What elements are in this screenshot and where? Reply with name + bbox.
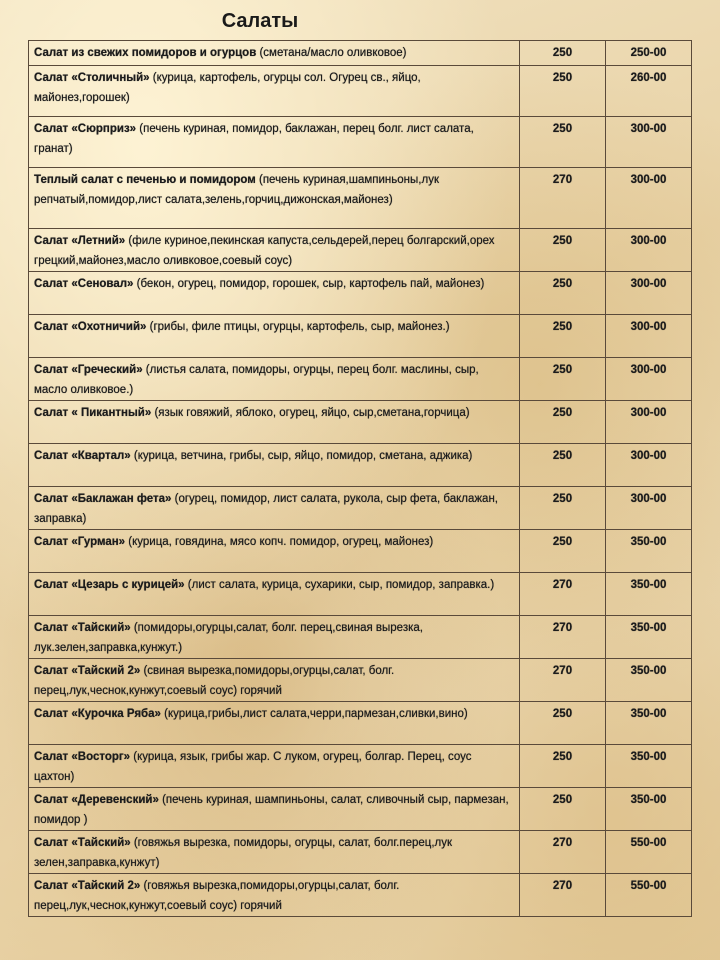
dish-cell xyxy=(29,117,520,168)
dish-name: Салат из свежих помидоров и огурцов xyxy=(34,47,257,59)
dish-description: (курица, язык, грибы жар. С луком, огурец, болгар. Перец, соус цахтон) xyxy=(34,751,472,783)
dish-weight: 250 xyxy=(520,530,606,573)
dish-price: 550-00 xyxy=(606,874,692,917)
dish-weight: 250 xyxy=(520,745,606,788)
dish-description: (печень куриная,шампиньоны,лук репчатый,помидор,лист салата,зелень,горчиц,дижонская,майонез) xyxy=(34,174,439,206)
menu-row xyxy=(29,573,692,616)
menu-row xyxy=(29,168,692,229)
dish-cell xyxy=(29,272,520,315)
dish-cell xyxy=(29,659,520,702)
dish-cell xyxy=(29,168,520,229)
dish-weight: 250 xyxy=(520,444,606,487)
dish-weight: 250 xyxy=(520,788,606,831)
dish-description: (огурец, помидор, лист салата, рукола, сыр фета, баклажан, заправка) xyxy=(34,493,498,525)
dish-description: (курица, ветчина, грибы, сыр, яйцо, помидор, сметана, аджика) xyxy=(130,450,473,462)
dish-description: (говяжья вырезка, помидоры, огурцы, салат, болг.перец,лук зелен,заправка,кунжут) xyxy=(34,837,453,869)
dish-cell xyxy=(29,315,520,358)
dish-name: Салат « Пикантный» xyxy=(34,407,152,419)
dish-description: (курица,грибы,лист салата,черри,пармезан,сливки,вино) xyxy=(160,708,468,720)
dish-cell xyxy=(29,788,520,831)
dish-cell xyxy=(29,444,520,487)
dish-description: (грибы, филе птицы, огурцы, картофель, сыр, майонез.) xyxy=(146,321,450,333)
dish-cell xyxy=(29,487,520,530)
dish-price: 350-00 xyxy=(606,530,692,573)
dish-price: 300-00 xyxy=(606,229,692,272)
dish-name: Салат «Деревенский» xyxy=(34,794,159,806)
dish-name: Салат «Греческий» xyxy=(34,364,143,376)
dish-description: (язык говяжий, яблоко, огурец, яйцо, сыр,сметана,горчица) xyxy=(151,407,470,419)
dish-price: 350-00 xyxy=(606,745,692,788)
salad-menu-table xyxy=(28,40,692,917)
dish-weight: 270 xyxy=(520,874,606,917)
menu-row xyxy=(29,229,692,272)
dish-weight: 250 xyxy=(520,315,606,358)
menu-row xyxy=(29,117,692,168)
dish-price: 300-00 xyxy=(606,358,692,401)
dish-price: 300-00 xyxy=(606,168,692,229)
dish-cell xyxy=(29,573,520,616)
dish-weight: 270 xyxy=(520,659,606,702)
menu-row xyxy=(29,831,692,874)
dish-price: 250-00 xyxy=(606,41,692,66)
menu-row xyxy=(29,745,692,788)
menu-row xyxy=(29,358,692,401)
dish-weight: 250 xyxy=(520,272,606,315)
dish-weight: 250 xyxy=(520,229,606,272)
dish-description: (печень куриная, шампиньоны, салат, сливочный сыр, пармезан, помидор ) xyxy=(34,794,509,826)
dish-weight: 270 xyxy=(520,831,606,874)
menu-row xyxy=(29,788,692,831)
dish-name: Салат «Тайский» xyxy=(34,837,131,849)
dish-price: 300-00 xyxy=(606,272,692,315)
menu-row xyxy=(29,616,692,659)
dish-price: 350-00 xyxy=(606,616,692,659)
dish-price: 300-00 xyxy=(606,315,692,358)
dish-name: Салат «Цезарь с курицей» xyxy=(34,579,185,591)
menu-row xyxy=(29,487,692,530)
menu-row xyxy=(29,702,692,745)
dish-name: Салат «Столичный» xyxy=(34,72,150,84)
menu-row xyxy=(29,874,692,917)
menu-row xyxy=(29,444,692,487)
dish-cell xyxy=(29,530,520,573)
dish-weight: 270 xyxy=(520,168,606,229)
dish-description: (помидоры,огурцы,салат, болг. перец,свиная вырезка, лук.зелен,заправка,кунжут.) xyxy=(34,622,423,654)
dish-price: 350-00 xyxy=(606,659,692,702)
dish-cell xyxy=(29,401,520,444)
dish-description: (говяжья вырезка,помидоры,огурцы,салат, болг. перец,лук,чеснок,кунжут,соевый соус) горячий xyxy=(34,880,400,912)
dish-cell xyxy=(29,745,520,788)
page-title: Салаты xyxy=(221,10,299,32)
dish-weight: 250 xyxy=(520,66,606,117)
dish-cell xyxy=(29,358,520,401)
dish-description: (печень куриная, помидор, баклажан, перец болг. лист салата, гранат) xyxy=(34,123,474,155)
dish-weight: 250 xyxy=(520,702,606,745)
dish-weight: 250 xyxy=(520,487,606,530)
dish-name: Салат «Восторг» xyxy=(34,751,131,763)
dish-cell xyxy=(29,229,520,272)
dish-name: Салат «Сюрприз» xyxy=(34,123,137,135)
dish-cell xyxy=(29,874,520,917)
menu-row xyxy=(29,66,692,117)
dish-description: (свиная вырезка,помидоры,огурцы,салат, болг. перец,лук,чеснок,кунжут,соевый соус) горячий xyxy=(34,665,395,697)
dish-price: 300-00 xyxy=(606,444,692,487)
dish-description: (сметана/масло оливковое) xyxy=(256,47,407,59)
dish-weight: 250 xyxy=(520,41,606,66)
dish-name: Салат «Курочка Ряба» xyxy=(34,708,161,720)
dish-cell xyxy=(29,66,520,117)
menu-row xyxy=(29,315,692,358)
menu-row xyxy=(29,659,692,702)
dish-price: 350-00 xyxy=(606,788,692,831)
dish-name: Салат «Тайский» xyxy=(34,622,131,634)
dish-price: 350-00 xyxy=(606,702,692,745)
menu-body xyxy=(29,41,692,917)
dish-name: Салат «Баклажан фета» xyxy=(34,493,172,505)
dish-weight: 250 xyxy=(520,117,606,168)
dish-weight: 270 xyxy=(520,616,606,659)
dish-price: 300-00 xyxy=(606,487,692,530)
dish-cell xyxy=(29,41,520,66)
dish-name: Салат «Охотничий» xyxy=(34,321,147,333)
dish-name: Салат «Тайский 2» xyxy=(34,665,141,677)
dish-price: 550-00 xyxy=(606,831,692,874)
dish-description: (лист салата, курица, сухарики, сыр, помидор, заправка.) xyxy=(184,579,495,591)
dish-price: 300-00 xyxy=(606,401,692,444)
dish-description: (бекон, огурец, помидор, горошек, сыр, картофель пай, майонез) xyxy=(133,278,485,290)
menu-row xyxy=(29,530,692,573)
dish-description: (листья салата, помидоры, огурцы, перец болг. маслины, сыр, масло оливковое.) xyxy=(34,364,479,396)
menu-row xyxy=(29,41,692,66)
dish-weight: 250 xyxy=(520,358,606,401)
dish-weight: 250 xyxy=(520,401,606,444)
dish-name: Салат «Сеновал» xyxy=(34,278,134,290)
dish-name: Салат «Гурман» xyxy=(34,536,126,548)
dish-name: Салат «Тайский 2» xyxy=(34,880,141,892)
dish-price: 350-00 xyxy=(606,573,692,616)
dish-name: Теплый салат с печенью и помидором xyxy=(34,174,256,186)
dish-price: 260-00 xyxy=(606,66,692,117)
dish-description: (филе куриное,пекинская капуста,сельдерей,перец болгарский,орех грецкий,майонез,масло оливковое,соевый соус) xyxy=(34,235,495,267)
dish-weight: 270 xyxy=(520,573,606,616)
dish-description: (курица, говядина, мясо копч. помидор, огурец, майонез) xyxy=(125,536,434,548)
dish-description: (курица, картофель, огурцы сол. Огурец св., яйцо, майонез,горошек) xyxy=(34,72,421,104)
dish-cell xyxy=(29,616,520,659)
menu-row xyxy=(29,272,692,315)
dish-cell xyxy=(29,702,520,745)
dish-cell xyxy=(29,831,520,874)
dish-name: Салат «Летний» xyxy=(34,235,126,247)
menu-row xyxy=(29,401,692,444)
dish-name: Салат «Квартал» xyxy=(34,450,131,462)
dish-price: 300-00 xyxy=(606,117,692,168)
